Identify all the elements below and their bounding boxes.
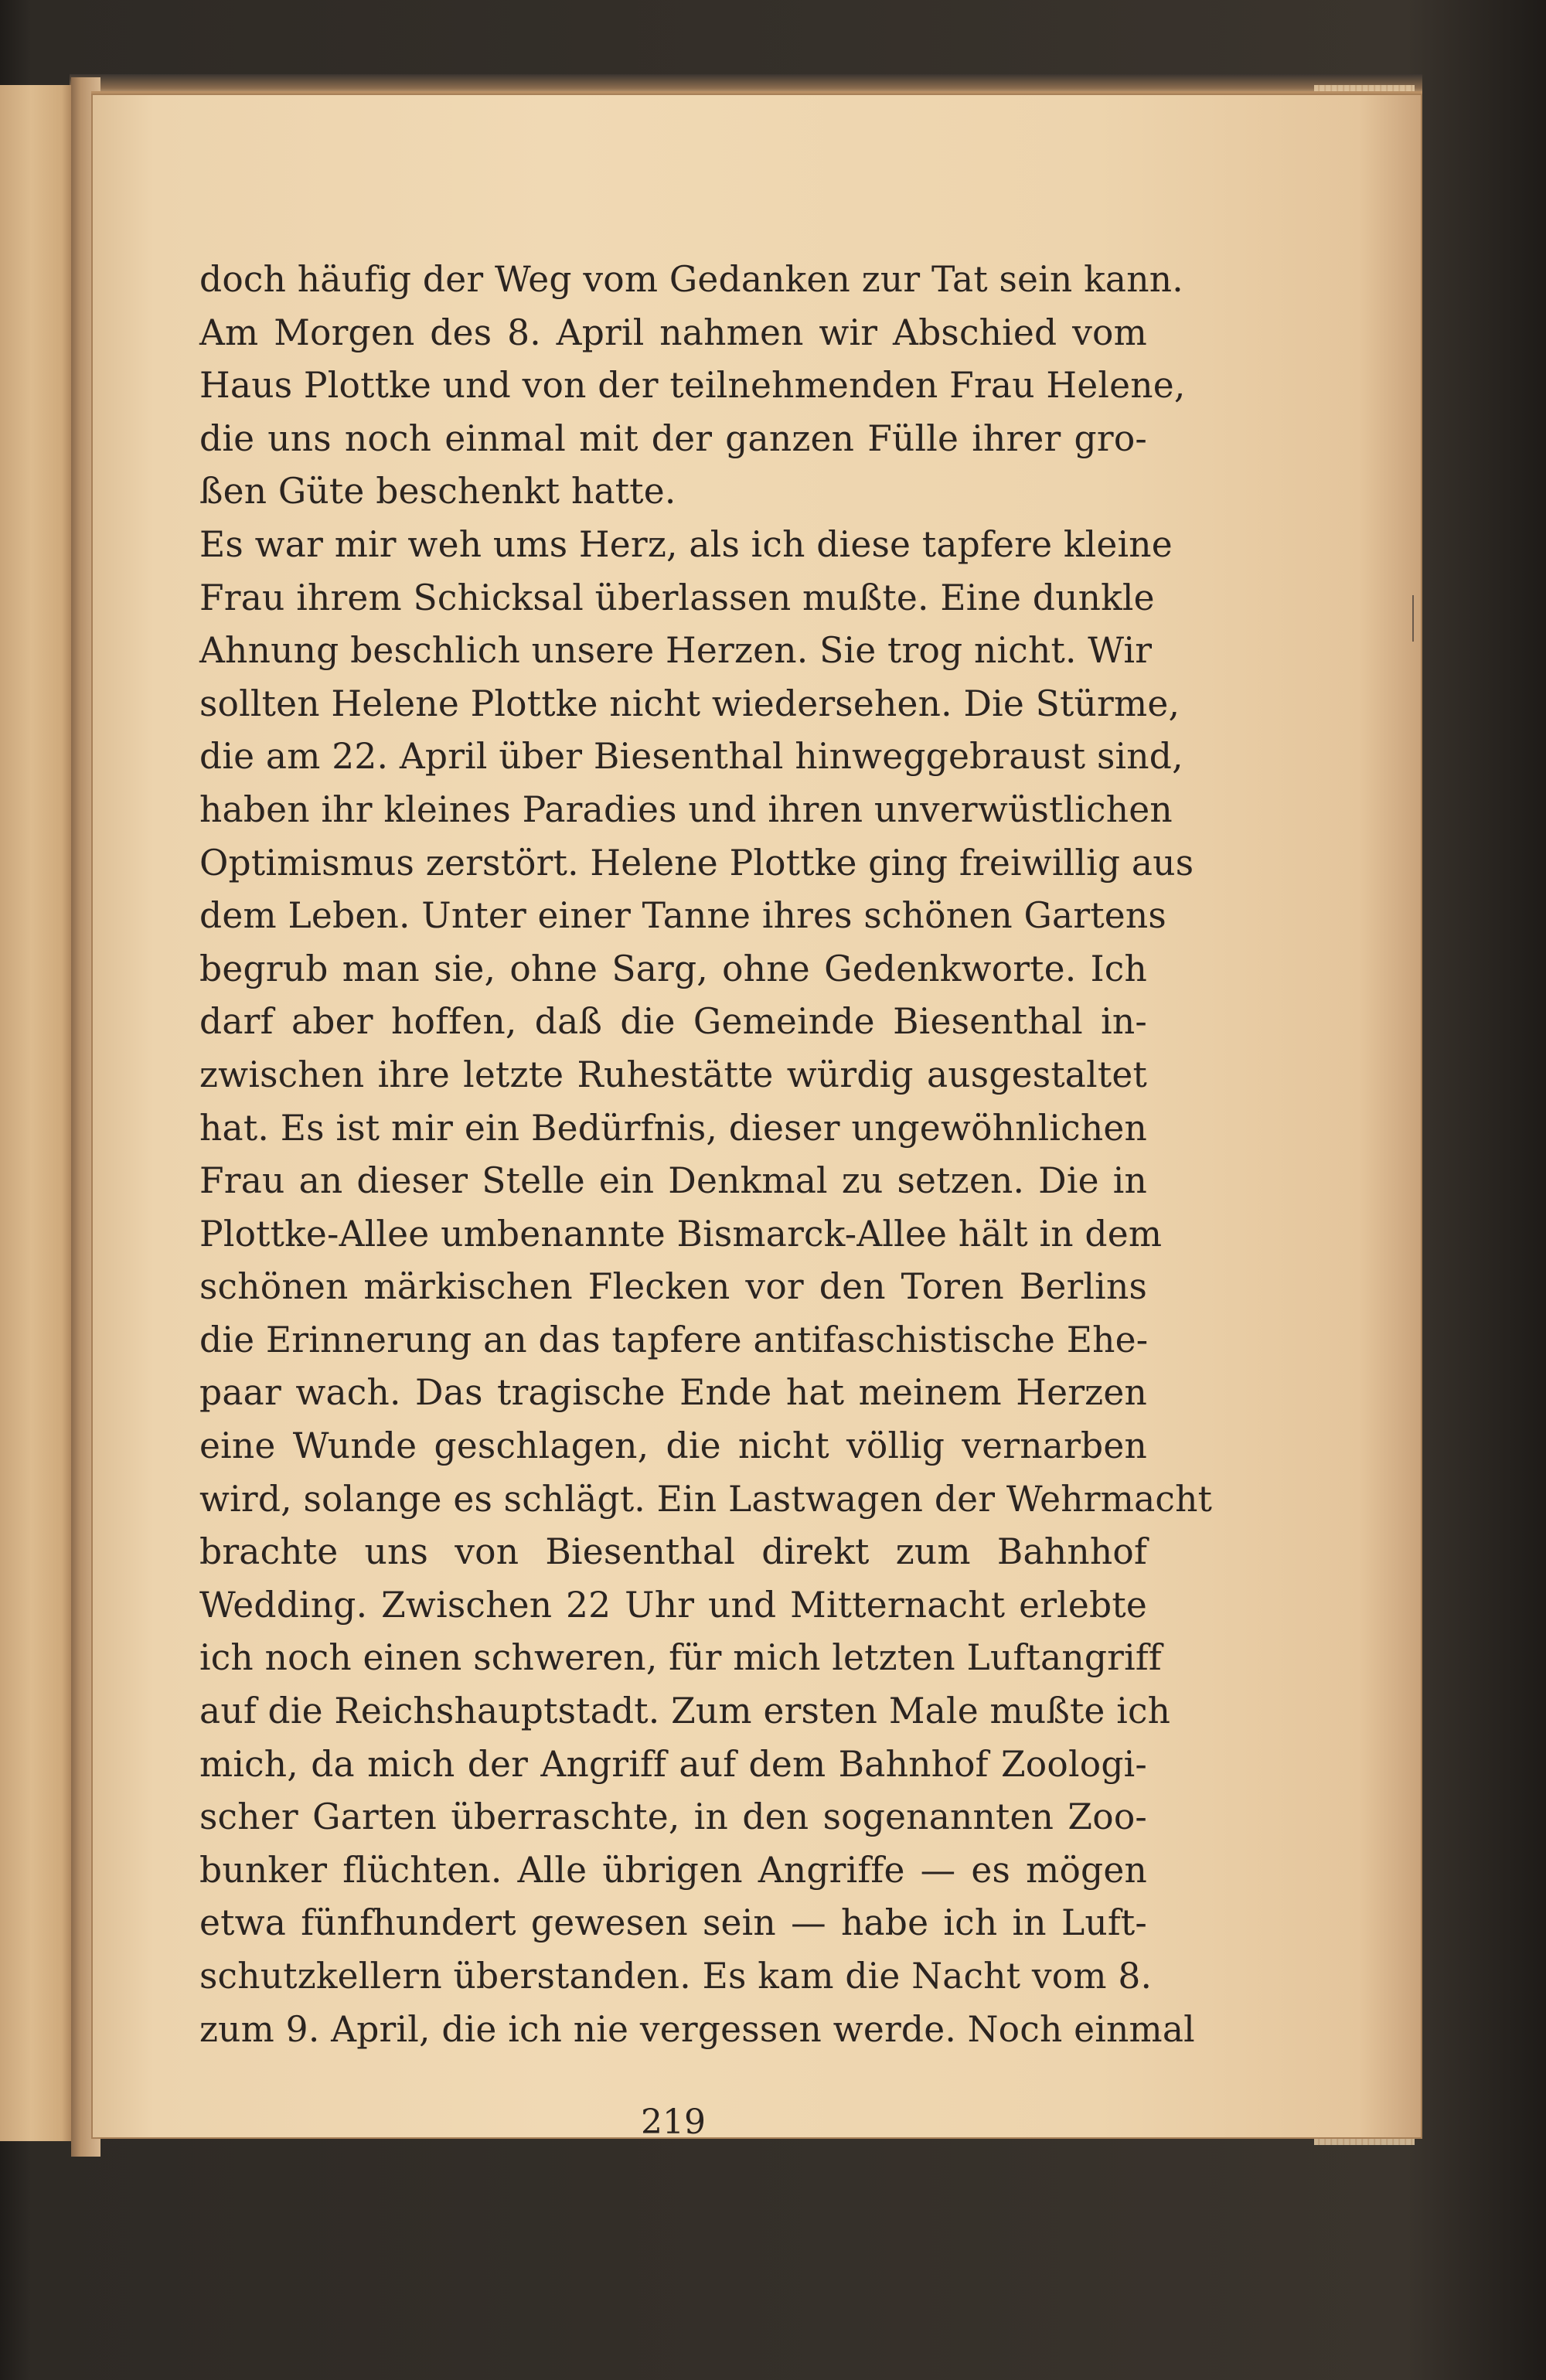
text-line: etwa fünfhundert gewesen sein — habe ich in Luft- (199, 1902, 1147, 1944)
page-number: 219 (641, 2103, 706, 2142)
text-line: eine Wunde geschlagen, die nicht völlig vernarben (199, 1425, 1147, 1467)
text-line: schutzkellern überstanden. Es kam die Nacht vom 8. (199, 1956, 1153, 1997)
text-line: brachte uns von Biesenthal direkt zum Bahnhof (199, 1531, 1147, 1573)
text-line: mich, da mich der Angriff auf dem Bahnhof Zoologi- (199, 1743, 1147, 1785)
text-line: bunker flüchten. Alle übrigen Angriffe — es mögen (199, 1849, 1147, 1891)
text-line: Plottke-Allee umbenannte Bismarck-Allee hält in dem (199, 1213, 1163, 1255)
text-line: dem Leben. Unter einer Tanne ihres schönen Gartens (199, 895, 1166, 937)
binding-thread (1412, 595, 1414, 642)
text-line: Optimismus zerstört. Helene Plottke ging freiwillig aus (199, 842, 1194, 884)
text-line: Es war mir weh ums Herz, als ich diese tapfere kleine (199, 523, 1173, 565)
text-line: Am Morgen des 8. April nahmen wir Abschied vom (199, 312, 1147, 353)
text-line: die am 22. April über Biesenthal hinweggebraust sind, (199, 736, 1183, 778)
left-page-edge (0, 85, 73, 2141)
text-line: sollten Helene Plottke nicht wiedersehen. Die Stürme, (199, 683, 1180, 724)
text-line: wird, solange es schlägt. Ein Lastwagen der Wehrmacht (199, 1478, 1213, 1520)
page-body-text (199, 254, 1213, 2056)
text-line: ich noch einen schweren, für mich letzten Luftangriff (199, 1637, 1162, 1679)
text-line: begrub man sie, ohne Sarg, ohne Gedenkworte. Ich (199, 948, 1147, 989)
text-line: haben ihr kleines Paradies und ihren unverwüstlichen (199, 788, 1173, 830)
text-line: zwischen ihre letzte Ruhestätte würdig ausgestaltet (199, 1054, 1147, 1095)
text-line: paar wach. Das tragische Ende hat meinem Herzen (199, 1372, 1147, 1414)
text-line: hat. Es ist mir ein Bedürfnis, dieser ungewöhnlichen (199, 1107, 1147, 1149)
text-line: doch häufig der Weg vom Gedanken zur Tat sein kann. (199, 259, 1183, 300)
text-line: Haus Plottke und von der teilnehmenden Frau Helene, (199, 365, 1186, 407)
text-line: scher Garten überraschte, in den sogenannten Zoo- (199, 1796, 1147, 1838)
text-line: Ahnung beschlich unsere Herzen. Sie trog nicht. Wir (199, 630, 1153, 672)
text-line: Wedding. Zwischen 22 Uhr und Mitternacht erlebte (199, 1584, 1147, 1626)
text-line: schönen märkischen Flecken vor den Toren Berlins (199, 1266, 1147, 1308)
text-line: ßen Güte beschenkt hatte. (199, 471, 676, 512)
text-line: die Erinnerung an das tapfere antifaschistische Ehe- (199, 1319, 1149, 1360)
text-line: Frau an dieser Stelle ein Denkmal zu setzen. Die in (199, 1160, 1147, 1202)
text-line: darf aber hoffen, daß die Gemeinde Biesenthal in- (199, 1001, 1147, 1043)
text-line: Frau ihrem Schicksal überlassen mußte. Eine dunkle (199, 577, 1155, 618)
text-line: die uns noch einmal mit der ganzen Fülle ihrer gro- (199, 417, 1147, 459)
text-line: auf die Reichshauptstadt. Zum ersten Male mußte ich (199, 1691, 1171, 1732)
text-line: zum 9. April, die ich nie vergessen werde. Noch einmal (199, 2008, 1195, 2050)
